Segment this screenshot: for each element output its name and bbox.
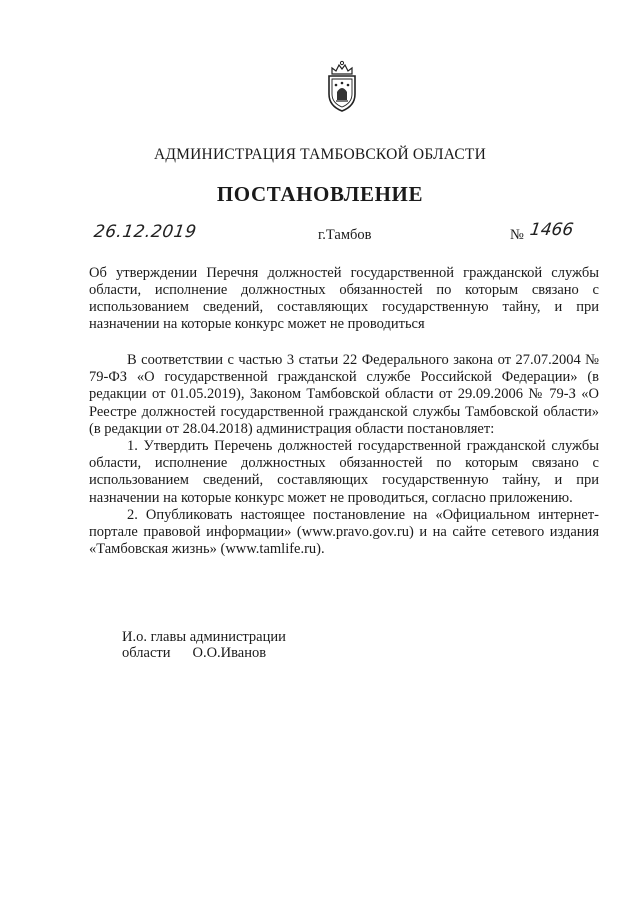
body-paragraph-item-1: 1. Утвердить Перечень должностей государственной гражданской службы области, исполнение должностных обязанностей по которым связано с использованием сведений, составляющих государственную тайну, и при назначении на которые конкурс может не проводиться, согласно приложению.	[89, 438, 599, 506]
coat-of-arms-icon	[324, 60, 360, 114]
document-type-title: ПОСТАНОВЛЕНИЕ	[216, 182, 424, 206]
signatory-line	[122, 645, 286, 661]
number-label: №	[510, 227, 524, 243]
body-paragraph-item-2: 2. Опубликовать настоящее постановление на «Официальном интернет-портале правовой информации» (www.pravo.gov.ru) и на сайте сетевого издания «Тамбовская жизнь» (www.tamlife.ru).	[89, 506, 599, 558]
document-body	[89, 352, 599, 558]
city-label: г.Тамбов	[318, 227, 372, 243]
signatory-name: О.О.Иванов	[192, 645, 267, 661]
handwritten-number: 1466	[528, 220, 575, 240]
signatory-region: области	[122, 645, 171, 661]
signatory-position: И.о. главы администрации	[122, 629, 286, 645]
signature-block	[122, 629, 286, 661]
body-paragraph-preamble: В соответствии с частью 3 статьи 22 Федерального закона от 27.07.2004 № 79-ФЗ «О государственной гражданской службе Российской Федерации» (в редакции от 01.05.2019), Законом Тамбовской области от 29.09.2006 № 79-З «О Реестре должностей государственной гражданской службы Тамбовской области» (в редакции от 28.04.2018) администрация области постановляет:	[89, 352, 599, 437]
organization-title: АДМИНИСТРАЦИЯ ТАМБОВСКОЙ ОБЛАСТИ	[154, 146, 486, 163]
document-subject: Об утверждении Перечня должностей государственной гражданской службы области, исполнение должностных обязанностей по которым связано с использованием сведений, составляющих государственную тайну, и при назначении на которые конкурс может не проводиться	[89, 265, 599, 332]
handwritten-date: 26.12.2019	[92, 222, 198, 242]
